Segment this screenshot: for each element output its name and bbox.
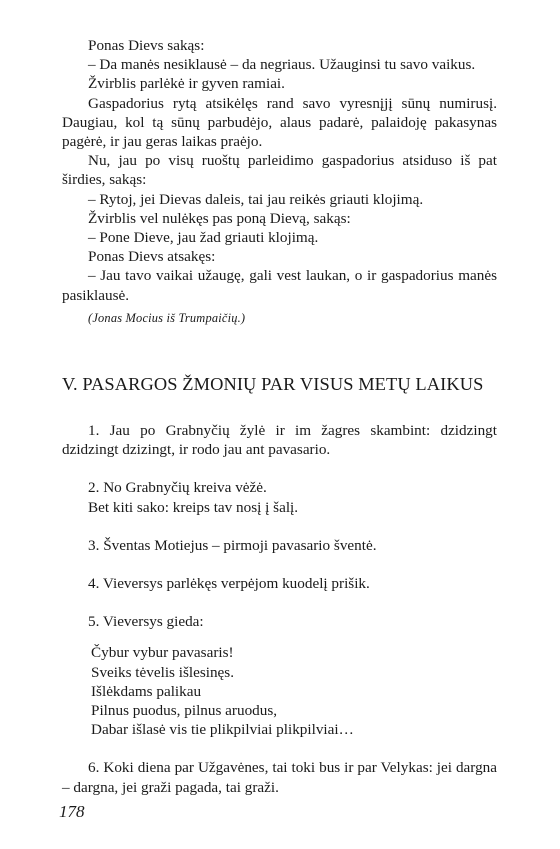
poem-line: Išlėkdams palikau (91, 682, 202, 700)
story-paragraph: Žvirblis parlėkė ir gyven ramiai. (88, 75, 285, 93)
story-paragraph: Žvirblis vel nulėkęs pas poną Dievą, sakąs: (88, 209, 351, 227)
story-source: (Jonas Mocius iš Trumpaičių.) (88, 310, 246, 325)
story-paragraph: Gaspadorius rytą atsikėlęs rand savo vyresnįjį sūnų numirusį. Daugiau, kol tą sūnų parbudėjo, alaus padarė, palaidoję pakasynas pagėrė, ir jau geras laikas praėjo. (62, 94, 497, 151)
saying-item-4: 4. Vieversys parlėkęs verpėjom kuodelį prišik. (88, 575, 370, 593)
story-paragraph: Nu, jau po visų ruoštų parleidimo gaspadorius atsiduso iš pat širdies, sakąs: (62, 152, 497, 189)
story-paragraph: Ponas Dievs sakąs: (88, 37, 205, 54)
sayings-list (62, 421, 497, 797)
saying-item-2: 2. No Grabnyčių kreiva vėžė. (88, 479, 267, 497)
story-paragraph: – Jau tavo vaikai užaugę, gali vest laukan, o ir gaspadorius manės pasiklausė. (62, 267, 497, 304)
story-ending (62, 36, 497, 328)
saying-item-1: 1. Jau po Grabnyčių žylė ir im žagres skambint: dzidzingt dzidzingt dzizingt, ir rodo jau ant pavasario. (62, 422, 497, 459)
saying-item-5: 5. Vieversys gieda: (88, 613, 204, 631)
saying-item-3: 3. Šventas Motiejus – pirmoji pavasario šventė. (88, 536, 377, 554)
poem-line: Pilnus puodus, pilnus aruodus, (91, 702, 278, 720)
story-paragraph: Ponas Dievs atsakęs: (88, 248, 216, 266)
saying-item-6: 6. Koki diena par Užgavėnes, tai toki bus ir par Velykas: jei dargna – dargna, jei graži pagada, tai graži. (62, 759, 497, 796)
lark-poem (91, 643, 497, 739)
poem-line: Čybur vybur pavasaris! (91, 644, 234, 662)
poem-line: Sveiks tėvelis išlesinęs. (91, 663, 235, 681)
section-heading: V. PASARGOS ŽMONIŲ PAR VISUS METŲ LAIKUS (62, 374, 484, 394)
page-number: 178 (59, 802, 85, 821)
saying-item-2-note: Bet kiti sako: kreips tav nosį į šalį. (88, 498, 299, 516)
poem-line: Dabar išlasė vis tie plikpilviai plikpilviai… (91, 721, 354, 739)
story-paragraph: – Rytoj, jei Dievas daleis, tai jau reikės griauti klojimą. (88, 190, 424, 208)
story-paragraph: – Da manės nesiklausė – da negriaus. Užauginsi tu savo vaikus. (88, 56, 476, 74)
story-paragraph: – Pone Dieve, jau žad griauti klojimą. (88, 229, 319, 247)
